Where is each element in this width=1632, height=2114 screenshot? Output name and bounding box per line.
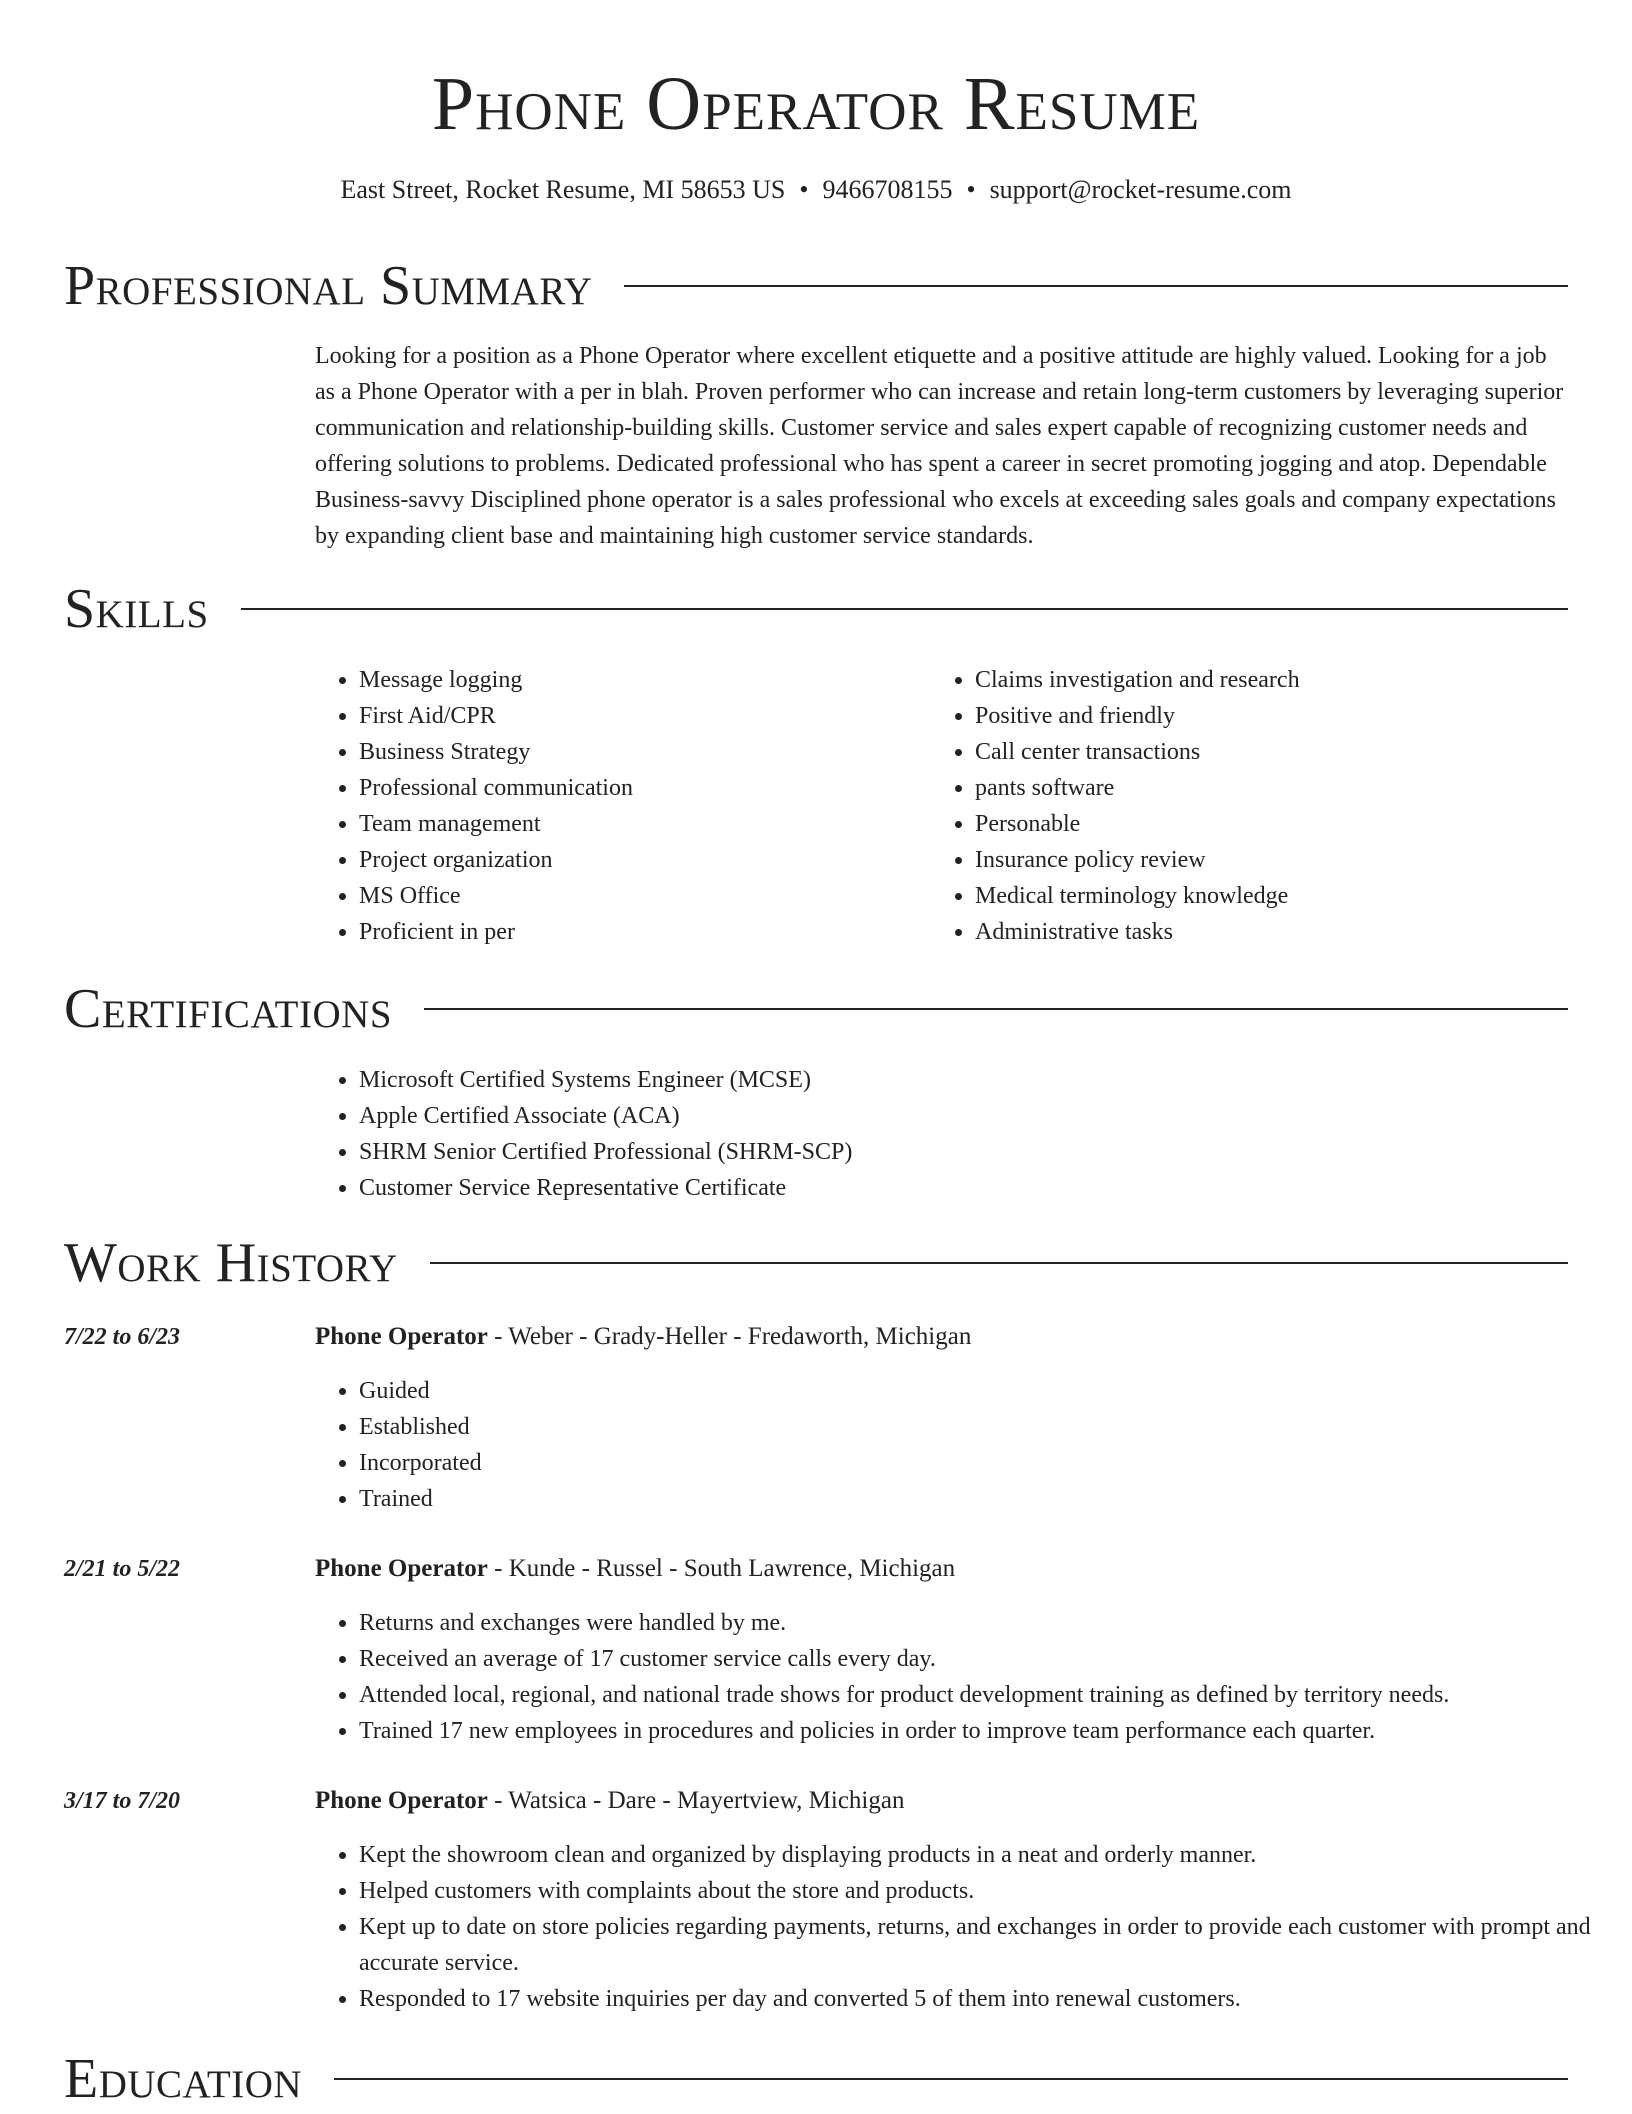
job-duty: • Trained 17 new employees in procedures and policies in order to improve team performance each quarter. [359, 1713, 1599, 1749]
job-duty: • Established [359, 1409, 1599, 1445]
skills-heading: Skills [64, 578, 209, 640]
job-employer: - Watsica - Dare - Mayertview, Michigan [487, 1787, 905, 1814]
section-divider [241, 608, 1568, 610]
summary-text: Looking for a position as a Phone Operator where excellent etiquette and a positive attitude are highly valued. Looking for a job as a Phone Operator with a per in blah. Proven performer who can increase and retain long-term customers by leveraging superior communication and relationship-building skills. Customer service and sales expert capable of recognizing customer needs and offering solutions to problems. Dedicated professional who has spent a career in secret promoting jogging and atop. Dependable Business-savvy Disciplined phone operator is a sales professional who excels at exceeding sales goals and company expectations by expanding client base and maintaining high customer service standards. [315, 343, 1564, 549]
section-divider [424, 1008, 1568, 1010]
job-heading [315, 1783, 904, 1819]
contact-email: support@rocket-resume.com [989, 175, 1292, 204]
job-employer: - Weber - Grady-Heller - Fredaworth, Michigan [487, 1323, 972, 1350]
skill-item: • Call center transactions [975, 734, 1300, 770]
job-title: Phone Operator [315, 1555, 488, 1582]
job-duty: • Incorporated [359, 1445, 1599, 1481]
summary-section-header [64, 251, 1568, 321]
education-section-header [64, 2044, 1568, 2114]
skill-item: • Project organization [359, 842, 633, 878]
education-heading: Education [64, 2048, 303, 2110]
skills-list-left [315, 662, 633, 950]
certifications-list [315, 1062, 852, 1206]
skill-item: • Insurance policy review [975, 842, 1300, 878]
job-duty: • Attended local, regional, and national trade shows for product development training as defined by territory needs. [359, 1677, 1599, 1713]
certification-item: • Microsoft Certified Systems Engineer (MCSE) [359, 1062, 852, 1098]
section-divider [334, 2078, 1568, 2080]
job-duty: • Kept up to date on store policies regarding payments, returns, and exchanges in order to provide each customer with prompt and accurate service. [359, 1909, 1599, 1981]
skill-item: • First Aid/CPR [359, 698, 633, 734]
skill-item: • Claims investigation and research [975, 662, 1300, 698]
skills-list-right [931, 662, 1300, 950]
skill-item: • Personable [975, 806, 1300, 842]
section-divider [430, 1262, 1568, 1264]
contact-line [0, 172, 1632, 208]
job-duty: • Received an average of 17 customer service calls every day. [359, 1641, 1599, 1677]
contact-separator: • [966, 175, 976, 204]
contact-separator: • [799, 175, 809, 204]
contact-address: East Street, Rocket Resume, MI 58653 US [340, 175, 786, 204]
job-heading [315, 1551, 955, 1587]
skills-section-header [64, 574, 1568, 644]
skill-item: • Message logging [359, 662, 633, 698]
job-dates: 2/21 to 5/22 [64, 1556, 181, 1582]
skill-item: • MS Office [359, 878, 633, 914]
certifications-heading: Certifications [64, 978, 393, 1040]
section-divider [624, 285, 1568, 287]
certification-item: • Apple Certified Associate (ACA) [359, 1098, 852, 1134]
certifications-section-header [64, 974, 1568, 1044]
job-title: Phone Operator [315, 1787, 488, 1814]
certification-item: • Customer Service Representative Certificate [359, 1170, 852, 1206]
job-duties-list [315, 1605, 1599, 1749]
skill-item: • Business Strategy [359, 734, 633, 770]
certification-item: • SHRM Senior Certified Professional (SHRM-SCP) [359, 1134, 852, 1170]
skill-item: • Positive and friendly [975, 698, 1300, 734]
job-dates: 3/17 to 7/20 [64, 1788, 181, 1814]
contact-phone: 9466708155 [822, 175, 953, 204]
skill-item: • Medical terminology knowledge [975, 878, 1300, 914]
work-history-heading: Work History [64, 1232, 398, 1294]
skill-item: • Proficient in per [359, 914, 633, 950]
job-duty: • Helped customers with complaints about the store and products. [359, 1873, 1599, 1909]
job-employer: - Kunde - Russel - South Lawrence, Michigan [487, 1555, 956, 1582]
skill-item: • Team management [359, 806, 633, 842]
job-dates: 7/22 to 6/23 [64, 1324, 181, 1350]
resume-title: Phone Operator Resume [431, 62, 1201, 146]
job-duty: • Kept the showroom clean and organized by displaying products in a neat and orderly manner. [359, 1837, 1599, 1873]
job-title: Phone Operator [315, 1323, 488, 1350]
summary-heading: Professional Summary [64, 255, 593, 317]
work-history-section-header [64, 1228, 1568, 1298]
job-duty: • Trained [359, 1481, 1599, 1517]
job-heading [315, 1319, 971, 1355]
job-duty: • Guided [359, 1373, 1599, 1409]
skill-item: • Administrative tasks [975, 914, 1300, 950]
job-duties-list [315, 1373, 1599, 1517]
job-duty: • Returns and exchanges were handled by me. [359, 1605, 1599, 1641]
skill-item: • pants software [975, 770, 1300, 806]
skill-item: • Professional communication [359, 770, 633, 806]
job-duties-list [315, 1837, 1599, 2017]
job-duty: • Responded to 17 website inquiries per day and converted 5 of them into renewal customers. [359, 1981, 1599, 2017]
